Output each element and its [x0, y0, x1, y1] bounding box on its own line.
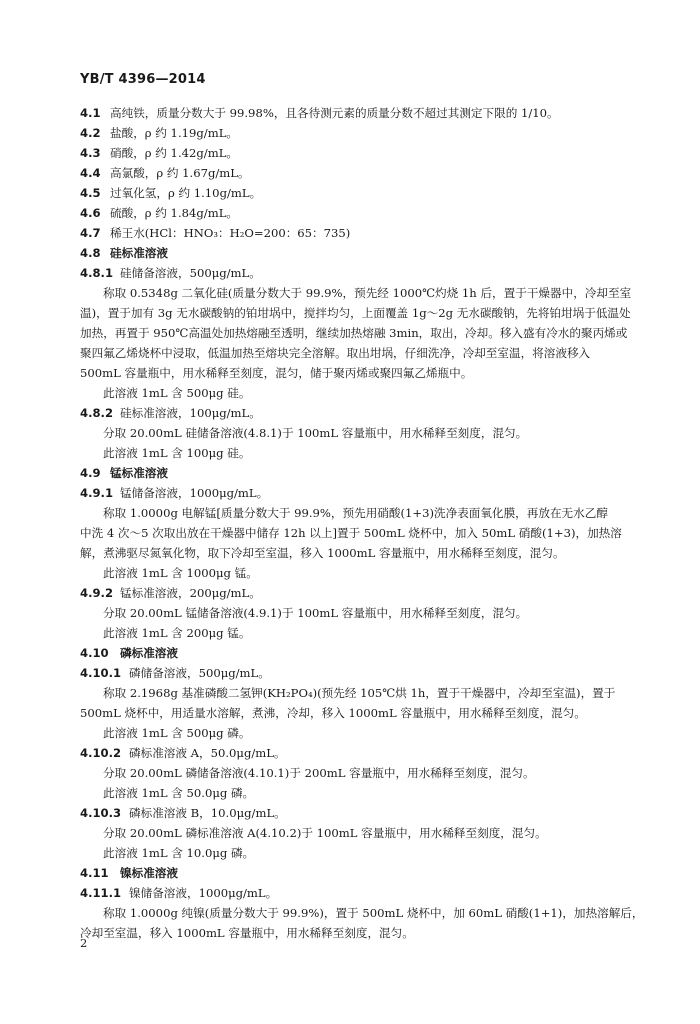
clause-text: 高纯铁，质量分数大于 99.98%，且各待测元素的质量分数不超过其测定下限的 1/10。 — [110, 106, 559, 120]
clause-text: 盐酸，ρ 约 1.19g/mL。 — [110, 126, 238, 140]
clause-number: 4.11 — [80, 866, 109, 880]
clause-text: 镍储备溶液，1000μg/mL。 — [129, 886, 278, 900]
section-title: 硅标准溶液 — [110, 246, 168, 260]
clause-number: 4.8.1 — [80, 266, 114, 280]
clause-text: 稀王水(HCl：HNO₃：H₂O=200：65：735) — [110, 226, 351, 240]
paragraph-line: 温)，置于加有 3g 无水碳酸钠的铂坩埚中，搅拌均匀，上面覆盖 1g～2g 无水碳酸钠，先将铂坩埚于低温处 — [80, 306, 631, 320]
paragraph-line: 此溶液 1mL 含 500μg 磷。 — [103, 726, 251, 740]
clause-4-8-1 — [80, 263, 640, 283]
clause-4-10-2 — [80, 743, 640, 763]
clause-text: 过氧化氢，ρ 约 1.10g/mL。 — [110, 186, 262, 200]
clause-4-5 — [80, 183, 640, 203]
clause-number: 4.4 — [80, 166, 101, 180]
clause-text: 锰储备溶液，1000μg/mL。 — [120, 486, 269, 500]
clause-number: 4.9.1 — [80, 486, 114, 500]
clause-number: 4.10.1 — [80, 666, 122, 680]
clause-4-2 — [80, 123, 640, 143]
page-number: 2 — [80, 936, 88, 950]
clause-4-6 — [80, 203, 640, 223]
section-4-8-heading — [80, 243, 640, 263]
section-4-10-heading — [80, 643, 640, 663]
paragraph-line: 中洗 4 次～5 次取出放在干燥器中储存 12h 以上]置于 500mL 烧杯中，加入 50mL 硝酸(1+3)，加热溶 — [80, 526, 622, 540]
paragraph-line: 此溶液 1mL 含 200μg 锰。 — [103, 626, 251, 640]
clause-4-9-1 — [80, 483, 640, 503]
clause-4-10-1 — [80, 663, 640, 683]
section-title: 磷标准溶液 — [120, 646, 178, 660]
standard-code-header: YB/T 4396—2014 — [80, 72, 206, 87]
paragraph-line: 此溶液 1mL 含 1000μg 锰。 — [103, 566, 258, 580]
paragraph-line: 此溶液 1mL 含 10.0μg 磷。 — [103, 846, 255, 860]
clause-number: 4.6 — [80, 206, 101, 220]
paragraph-line: 分取 20.00mL 磷储备溶液(4.10.1)于 200mL 容量瓶中，用水稀释至刻度，混匀。 — [103, 766, 535, 780]
clause-number: 4.10.3 — [80, 806, 122, 820]
paragraph-line: 称取 1.0000g 电解锰[质量分数大于 99.9%，预先用硝酸(1+3)洗净表面氧化膜，再放在无水乙醇 — [103, 506, 608, 520]
clause-4-10-3 — [80, 803, 640, 823]
paragraph-line: 此溶液 1mL 含 50.0μg 磷。 — [103, 786, 255, 800]
paragraph-line: 500mL 容量瓶中，用水稀释至刻度，混匀，储于聚丙烯或聚四氟乙烯瓶中。 — [80, 366, 473, 380]
clause-number: 4.9 — [80, 466, 101, 480]
paragraph-line: 称取 2.1968g 基准磷酸二氢钾(KH₂PO₄)(预先经 105℃烘 1h，置于干燥器中，冷却至室温)，置于 — [103, 686, 616, 700]
paragraph-line: 分取 20.00mL 硅储备溶液(4.8.1)于 100mL 容量瓶中，用水稀释至刻度，混匀。 — [103, 426, 528, 440]
paragraph-line: 此溶液 1mL 含 100μg 硅。 — [103, 446, 251, 460]
clause-text: 锰标准溶液，200μg/mL。 — [120, 586, 261, 600]
paragraph-line: 分取 20.00mL 锰储备溶液(4.9.1)于 100mL 容量瓶中，用水稀释至刻度，混匀。 — [103, 606, 528, 620]
section-4-9-heading — [80, 463, 640, 483]
paragraph-line: 称取 0.5348g 二氧化硅(质量分数大于 99.9%，预先经 1000℃灼烧 1h 后，置于干燥器中，冷却至室 — [103, 286, 632, 300]
paragraph-line: 加热，再置于 950℃高温处加热熔融至透明，继续加热熔融 3min，取出，冷却。移入盛有冷水的聚丙烯或 — [80, 326, 628, 340]
paragraph-line: 此溶液 1mL 含 500μg 硅。 — [103, 386, 251, 400]
clause-4-7 — [80, 223, 640, 243]
document-body — [80, 103, 644, 943]
clause-text: 高氯酸，ρ 约 1.67g/mL。 — [110, 166, 250, 180]
clause-number: 4.10 — [80, 646, 109, 660]
clause-4-11-1 — [80, 883, 640, 903]
clause-4-8-2 — [80, 403, 640, 423]
clause-number: 4.1 — [80, 106, 101, 120]
section-4-11-heading — [80, 863, 640, 883]
clause-text: 硫酸，ρ 约 1.84g/mL。 — [110, 206, 238, 220]
paragraph-line: 称取 1.0000g 纯镍(质量分数大于 99.9%)，置于 500mL 烧杯中，加 60mL 硝酸(1+1)，加热溶解后， — [103, 906, 644, 920]
clause-4-3 — [80, 143, 640, 163]
section-title: 镍标准溶液 — [120, 866, 178, 880]
paragraph-line: 冷却至室温，移入 1000mL 容量瓶中，用水稀释至刻度，混匀。 — [80, 926, 414, 940]
clause-number: 4.7 — [80, 226, 101, 240]
clause-text: 硝酸，ρ 约 1.42g/mL。 — [110, 146, 238, 160]
clause-4-9-2 — [80, 583, 640, 603]
clause-number: 4.5 — [80, 186, 101, 200]
clause-number: 4.8 — [80, 246, 101, 260]
clause-4-4 — [80, 163, 640, 183]
paragraph-line: 解，煮沸驱尽氮氧化物，取下冷却至室温，移入 1000mL 容量瓶中，用水稀释至刻度，混匀。 — [80, 546, 565, 560]
clause-number: 4.8.2 — [80, 406, 114, 420]
paragraph-line: 分取 20.00mL 磷标准溶液 A(4.10.2)于 100mL 容量瓶中，用水稀释至刻度，混匀。 — [103, 826, 547, 840]
clause-number: 4.2 — [80, 126, 101, 140]
clause-text: 磷储备溶液，500μg/mL。 — [129, 666, 270, 680]
paragraph-line: 500mL 烧杯中，用适量水溶解，煮沸，冷却，移入 1000mL 容量瓶中，用水稀释至刻度，混匀。 — [80, 706, 586, 720]
clause-number: 4.10.2 — [80, 746, 122, 760]
clause-text: 硅标准溶液，100μg/mL。 — [120, 406, 261, 420]
clause-number: 4.3 — [80, 146, 101, 160]
clause-text: 磷标准溶液 B，10.0μg/mL。 — [129, 806, 286, 820]
clause-text: 磷标准溶液 A，50.0μg/mL。 — [129, 746, 286, 760]
clause-text: 硅储备溶液，500μg/mL。 — [120, 266, 261, 280]
clause-number: 4.11.1 — [80, 886, 122, 900]
clause-4-1 — [80, 103, 640, 123]
paragraph-line: 聚四氟乙烯烧杯中浸取，低温加热至熔块完全溶解。取出坩埚，仔细洗净，冷却至室温，将溶液移入 — [80, 346, 591, 360]
section-title: 锰标准溶液 — [110, 466, 168, 480]
clause-number: 4.9.2 — [80, 586, 114, 600]
